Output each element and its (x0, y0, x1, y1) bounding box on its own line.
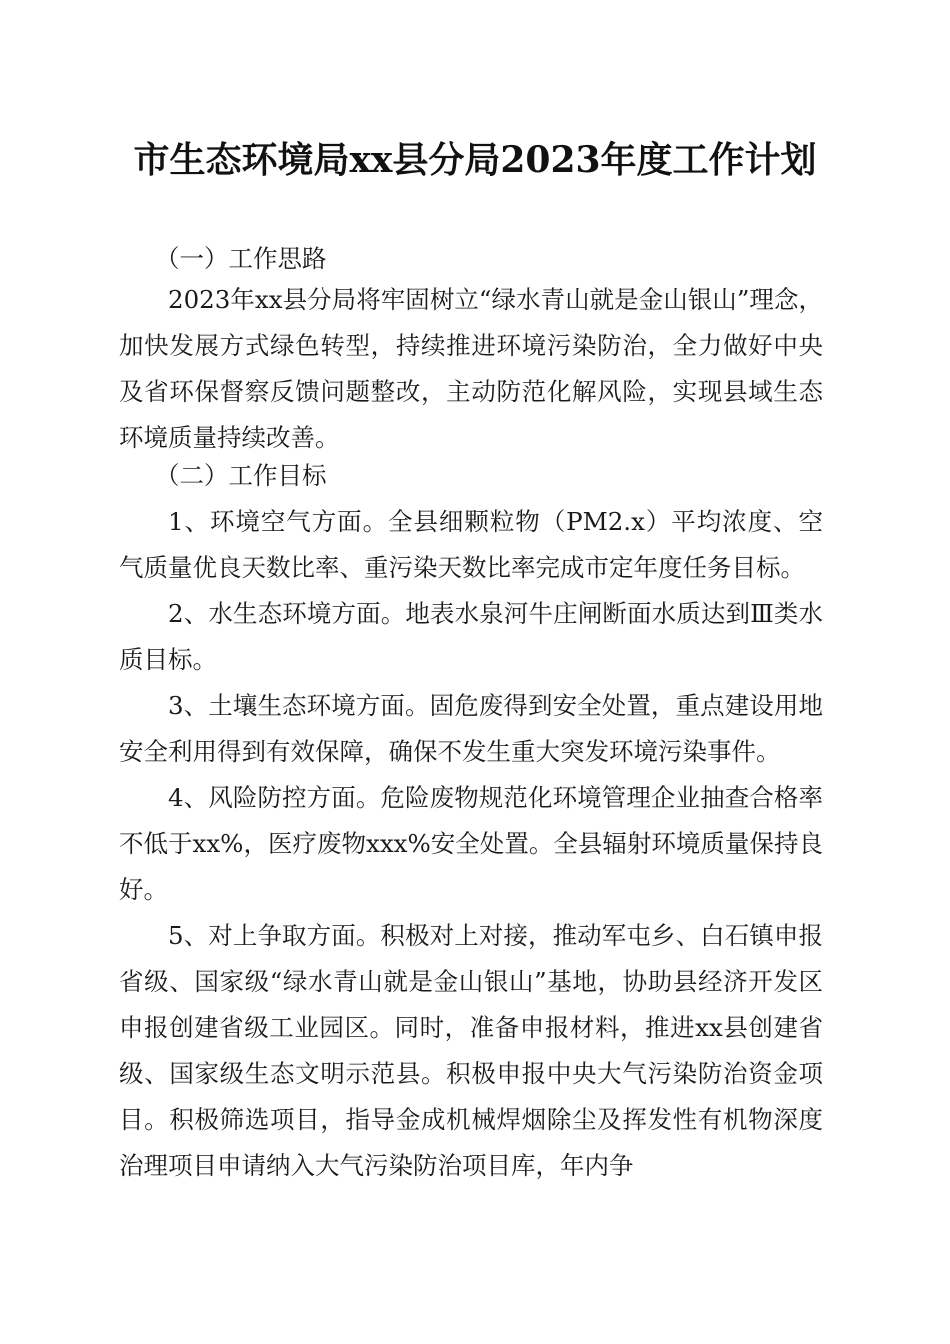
goal-item: 4、风险防控方面。危险废物规范化环境管理企业抽查合格率不低于xx%，医疗废物xxx%安全处置。全县辐射环境质量保持良好。 (119, 783, 823, 904)
section-heading-goals: （二）工作目标 (155, 461, 327, 490)
goal-item: 2、水生态环境方面。地表水泉河牛庄闸断面水质达到Ⅲ类水质目标。 (119, 599, 823, 674)
goal-item: 5、对上争取方面。积极对上对接，推动军屯乡、白石镇申报省级、国家级“绿水青山就是金山银山”基地，协助县经济开发区申报创建省级工业园区。同时，准备申报材料，推进xx县创建省级、国家级生态文明示范县。积极申报中央大气污染防治资金项目。积极筛选项目，指导金成机械焊烟除尘及挥发性有机物深度治理项目申请纳入大气污染防治项目库，年内争 (119, 921, 823, 1180)
paragraph: 2023年xx县分局将牢固树立“绿水青山就是金山银山”理念，加快发展方式绿色转型，持续推进环境污染防治，全力做好中央及省环保督察反馈问题整改，主动防范化解风险，实现县域生态环境质量持续改善。 (119, 285, 823, 452)
document-title: 市生态环境局xx县分局2023年度工作计划 (133, 139, 817, 181)
section-body-approach (119, 277, 823, 461)
goal-item: 3、土壤生态环境方面。固危废得到安全处置，重点建设用地安全利用得到有效保障，确保不发生重大突发环境污染事件。 (119, 691, 823, 766)
section-body-goals (119, 499, 823, 1189)
section-heading-approach: （一）工作思路 (155, 244, 327, 273)
goal-item: 1、环境空气方面。全县细颗粒物（PM2.x）平均浓度、空气质量优良天数比率、重污染天数比率完成市定年度任务目标。 (119, 507, 823, 582)
